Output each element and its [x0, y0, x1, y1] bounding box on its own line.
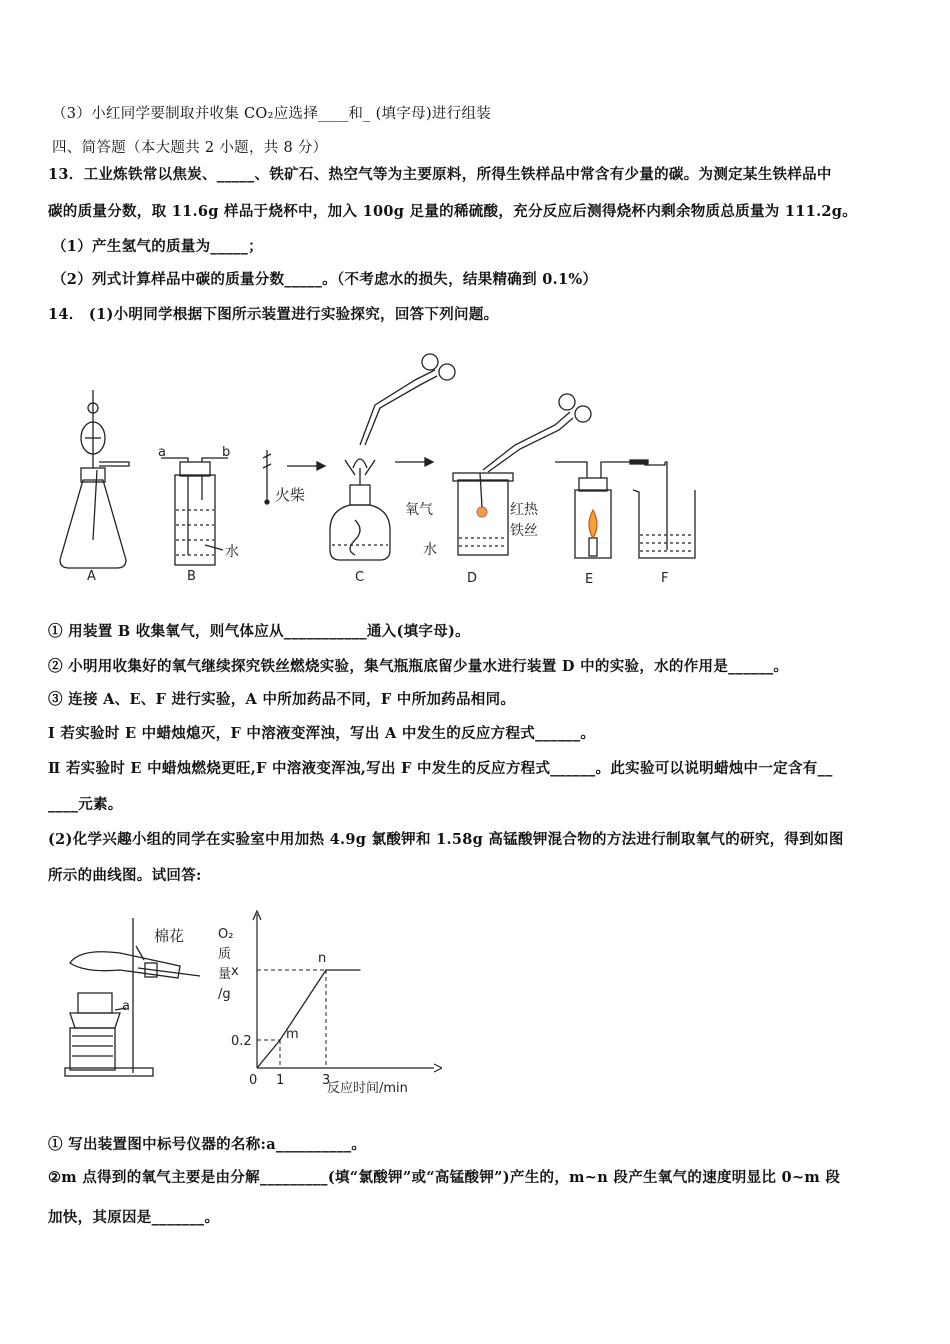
q14-3-ii: Ⅱ 若实验时 E 中蜡烛燃烧更旺,F 中溶液变浑浊,写出 F 中发生的反应方程式______。此实验可以说明蜡烛中一定含有__ — [48, 760, 833, 777]
q13-stem-2: 碳的质量分数，取 11.6g 样品于烧杯中，加入 100g 足量的稀硫酸，充分反应后测得烧杯内剩余物质总质量为 111.2g。 — [48, 203, 858, 220]
cotton-label: 棉花 — [154, 927, 185, 945]
label-b: B — [187, 569, 196, 584]
q12-part3: （3）小红同学要制取并收集 CO₂应选择____和_ (填字母)进行组装 — [52, 106, 492, 122]
match-stick — [263, 450, 271, 504]
q14-3-ii-cont: ____元素。 — [48, 796, 123, 813]
q14-p2-2: ②m 点得到的氧气主要是由分解_________(填“氯酸钾”或“高锰酸钾”)产生的，m~n 段产生氧气的速度明显比 0~m 段 — [48, 1169, 841, 1186]
apparatus-f — [633, 462, 695, 558]
label-c: C — [355, 570, 365, 585]
q14-3-i: Ⅰ 若实验时 E 中蜡烛熄灭，F 中溶液变浑浊，写出 A 中发生的反应方程式______。 — [48, 725, 596, 742]
q13-part2: （2）列式计算样品中碳的质量分数_____。（不考虑水的损失，结果精确到 0.1%） — [52, 271, 598, 288]
water-b: 水 — [225, 544, 239, 560]
oxygen-label: 氧气 — [405, 502, 433, 518]
apparatus-b — [161, 458, 228, 565]
hot-iron-label-2: 铁丝 — [510, 523, 538, 539]
ylabel-line-2: 质 — [218, 947, 232, 962]
y-tick-0.2: 0.2 — [231, 1034, 252, 1049]
point-label-n: n — [318, 951, 327, 966]
q14-p2-2-cont: 加快，其原因是_______。 — [48, 1209, 220, 1226]
label-f: F — [661, 571, 669, 586]
apparatus-c — [330, 354, 455, 560]
x-axis-label: 反应时间/min — [327, 1081, 408, 1096]
arrow-2 — [395, 458, 433, 466]
q14-part2-stem-1: (2)化学兴趣小组的同学在实验室中用加热 4.9g 氯酸钾和 1.58g 高锰酸钾混合物的方法进行制取氧气的研究，得到如图 — [48, 831, 844, 848]
y-tick-x: x — [231, 964, 239, 979]
x-tick-1: 1 — [276, 1073, 285, 1088]
q13-part1: （1）产生氢气的质量为_____； — [52, 238, 263, 255]
ylabel-line-1: O₂ — [218, 927, 234, 942]
q14-stem: 14． (1)小明同学根据下图所示装置进行实验探究，回答下列问题。 — [48, 306, 499, 323]
heating-apparatus — [60, 918, 210, 1083]
q14-1: ① 用装置 B 收集氧气，则气体应从___________通入(填字母)。 — [48, 623, 470, 640]
water-d: 水 — [423, 542, 437, 558]
port-b: b — [222, 445, 231, 460]
x-tick-3: 3 — [322, 1073, 331, 1088]
x-tick-0: 0 — [249, 1073, 258, 1088]
label-d: D — [467, 571, 478, 586]
ylabel-line-3: 量 — [218, 967, 232, 982]
q14-2: ② 小明用收集好的氧气继续探究铁丝燃烧实验，集气瓶瓶底留少量水进行装置 D 中的实验，水的作用是______。 — [48, 658, 789, 675]
apparatus-a-label: a — [122, 999, 130, 1014]
arrow-1 — [287, 462, 325, 470]
apparatus-a — [60, 390, 129, 568]
x-axis-arrow — [434, 1064, 442, 1072]
hot-iron-label-1: 红热 — [510, 502, 538, 518]
q14-part2-stem-2: 所示的曲线图。试回答: — [48, 867, 202, 884]
point-label-m: m — [286, 1027, 299, 1042]
q14-p2-1: ① 写出装置图中标号仪器的名称:a__________。 — [48, 1136, 367, 1153]
section-heading: 四、简答题（本大题共 2 小题，共 8 分） — [52, 140, 328, 156]
match-label: 火柴 — [275, 486, 306, 504]
apparatus-figure — [55, 350, 715, 590]
port-a: a — [158, 445, 166, 460]
q14-3: ③ 连接 A、E、F 进行实验，A 中所加药品不同，F 中所加药品相同。 — [48, 691, 516, 708]
ylabel-line-4: /g — [218, 987, 231, 1002]
label-e: E — [585, 572, 594, 587]
o2-series-line — [257, 970, 361, 1068]
label-a: A — [87, 569, 96, 584]
o2-mass-chart — [212, 906, 442, 1101]
q13-stem-1: 13．工业炼铁常以焦炭、_____、铁矿石、热空气等为主要原料，所得生铁样品中常含有少量的碳。为测定某生铁样品中 — [48, 166, 832, 183]
